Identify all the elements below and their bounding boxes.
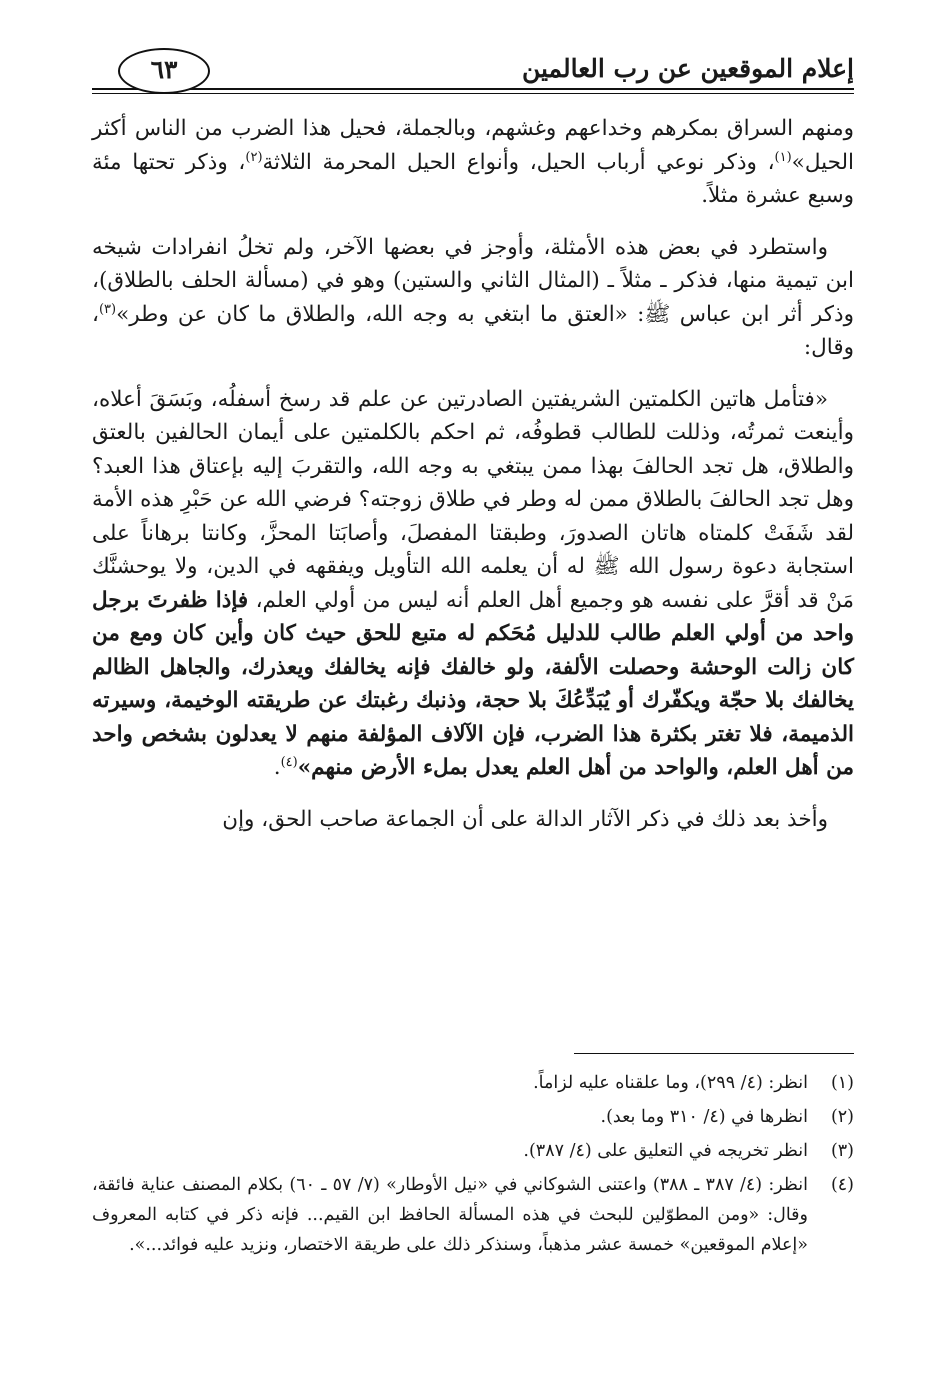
text-run: ، وقال:: [92, 301, 854, 360]
footnote: [92, 1170, 854, 1260]
text-run: ، وذكر نوعي أرباب الحيل، وأنواع الحيل المحرمة الثلاثة: [262, 149, 775, 175]
footnote-ref: (٣): [98, 301, 117, 317]
footnote-number: (١): [830, 1073, 854, 1093]
footnote-ref: (٢): [245, 149, 263, 165]
paragraph: [92, 803, 854, 837]
text-run: واستطرد في بعض هذه الأمثلة، وأوجز في بعضها الآخر، ولم تخلُ انفرادات شيخه ابن تيمية منها، فذكر ـ مثلاً ـ (المثال الثاني والستين) وهو في (مسألة الحلف بالطلاق)، وذكر أثر ابن عباس ﷺ: «العتق ما ابتغي به وجه الله، والطلاق ما كان عن وطر»: [92, 234, 854, 327]
footnote-number: (٤): [830, 1175, 854, 1195]
text-run: وأخذ بعد ذلك في ذكر الآثار الدالة على أن الجماعة صاحب الحق، وإن: [222, 806, 828, 832]
footnote-text: انظر: (٤/ ٢٩٩)، وما علقناه عليه لزاماً.: [533, 1073, 808, 1093]
header-rule: [92, 88, 854, 90]
footnote-text: انظرها في (٤/ ٣١٠ وما بعد).: [600, 1107, 808, 1127]
paragraph: [92, 112, 854, 213]
header-rule-thin: [92, 93, 854, 94]
footnote-number: (٣): [830, 1141, 854, 1161]
text-run: «فتأمل هاتين الكلمتين الشريفتين الصادرتين عن علم قد رسخ أسفلُه، وبَسَقَ أعلاه، وأينعت ثمرتُه، وذللت للطالب قطوفُه، ثم احكم بالكلمتين على أيمان الحالفين بالعتق والطلاق، هل تجد الحالفَ بهذا ممن يبتغي به وجه الله، والتقربَ إليه بإعتاق هذا العبد؟ وهل تجد الحالفَ بالطلاق ممن له وطر في طلاق زوجته؟ فرضي الله عن حَبْرِ هذه الأمة لقد شَفَتْ كلمتاه هاتان الصدورَ، وطبقتا المفصلَ، وأصابَتا المحزَّ، وكانتا برهاناً على استجابة دعوة رسول الله ﷺ له أن يعلمه الله التأويل ويفقهه في الدين، ولا يوحشنَّك مَنْ قد أقرَّ على نفسه هو وجميع أهل العلم أنه ليس من أولي العلم،: [92, 386, 854, 613]
footnote-separator: [574, 1053, 854, 1054]
footnote-text: انظر: (٤/ ٣٨٧ ـ ٣٨٨) واعتنى الشوكاني في «نيل الأوطار» (٧/ ٥٧ ـ ٦٠) بكلام المصنف عناية فائقة، وقال: «ومن المطوّلين للبحث في هذه المسألة الحافظ ابن القيم... فإنه ذكر في كتابه المعروف «إعلام الموقعين» خمسة عشر مذهباً، وسنذكر ذلك على طريقة الاختصار، ونزيد عليه فوائد...».: [92, 1175, 808, 1255]
paragraph: [92, 231, 854, 365]
footnotes: [92, 1068, 854, 1264]
footnote-number: (٢): [830, 1107, 854, 1127]
footnote-ref: (١): [774, 149, 792, 165]
footnote-text: انظر تخريجه في التعليق على (٤/ ٣٨٧).: [523, 1141, 808, 1161]
running-header: [92, 52, 854, 92]
footnote: [92, 1068, 854, 1098]
footnote-ref: (٤): [280, 754, 298, 770]
page-number: ٦٣: [118, 48, 210, 94]
text-run: ، وذكر تحتها مئة وسبع عشرة مثلاً.: [92, 149, 854, 208]
text-run: ومنهم السراق بمكرهم وخداعهم وغشهم، وبالجملة، فحيل هذا الضرب من الناس أكثر الحيل»: [92, 116, 854, 175]
main-text: [92, 112, 854, 836]
text-run: فإذا ظفرتَ برجل واحد من أولي العلم طالب للدليل مُحَكم له متبع للحق حيث كان وأين كان ومع من كان زالت الوحشة وحصلت الألفة، ولو خالفك فإنه يخالفك ويعذرك، والجاهل الظالم يخالفك بلا حجّة ويكفّرك أو يُبَدِّعُكَ بلا حجة، وذنبك رغبتك عن طريقته الوخيمة، وسيرته الذميمة، فلا تغتر بكثرة هذا الضرب، فإن الآلاف المؤلفة منهم لا يعدلون بشخص واحد من أهل العلم، والواحد من أهل العلم يعدل بملء الأرض منهم»: [92, 587, 854, 780]
footnote: [92, 1136, 854, 1166]
footnote: [92, 1102, 854, 1132]
paragraph: [92, 383, 854, 785]
text-run: .: [273, 755, 281, 780]
book-title: إعلام الموقعين عن رب العالمين: [521, 54, 854, 83]
